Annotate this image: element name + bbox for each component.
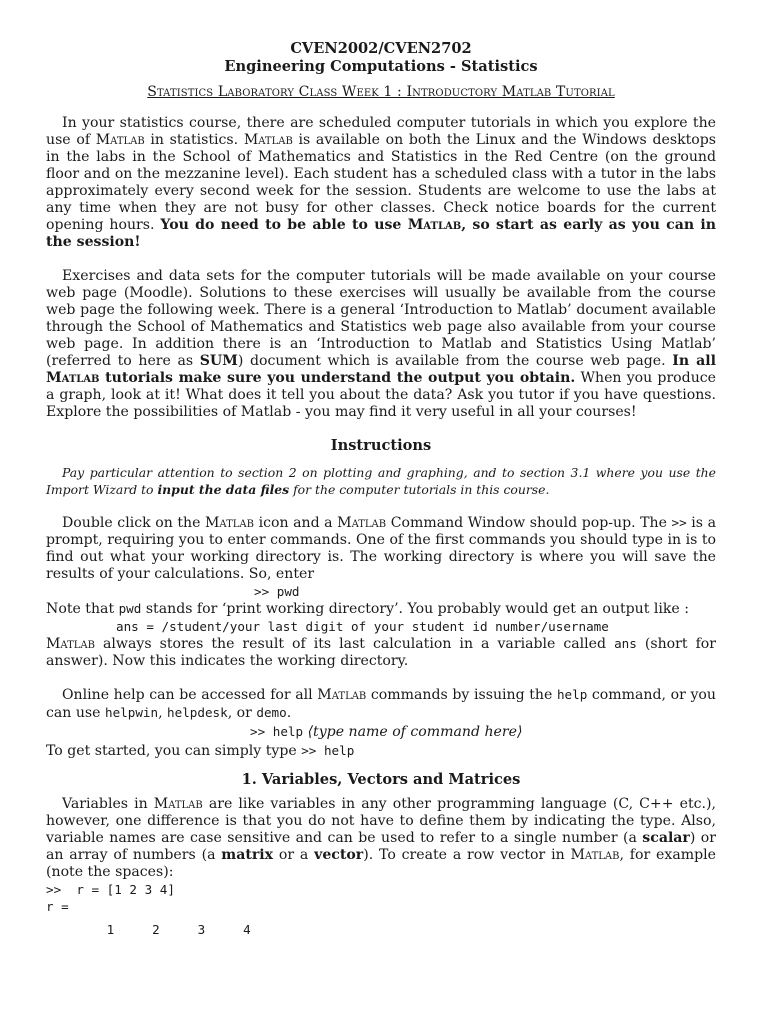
code-row-vector-input: >> r = [1 2 3 4] [46, 882, 175, 897]
course-code: CVEN2002/CVEN2702 [290, 40, 472, 57]
code-output-label: r = [46, 899, 69, 914]
ans-paragraph: Matlab always stores the result of its last calculation in a variable called ans (short for answer). Now this indicates the working directory. [46, 636, 717, 669]
online-help-paragraph: Online help can be accessed for all Matlab commands by issuing the help command, or you can use helpwin, helpdesk, or demo. [46, 687, 716, 721]
code-output-values: 1 2 3 4 [46, 922, 251, 937]
instructions-heading: Instructions [330, 437, 432, 454]
instructions-note: Pay particular attention to section 2 on plotting and graphing, and to section 3.1 where you use the Import Wizard to input the data files for the computer tutorials in this course. [46, 465, 716, 497]
get-started-line: To get started, you can simply type >> help [46, 743, 355, 759]
course-subject: Engineering Computations - Statistics [224, 58, 538, 75]
variables-paragraph: Variables in Matlab are like variables in any other programming language (C, C++ etc.), however, one difference is that you do not have to define them by indicating the type. Also, variable names are case sensitive and can be used to refer to a single number (a scalar) or an array of numbers (a matrix or a vector). To create a row vector in Matlab, for example (note the spaces): [46, 796, 716, 880]
section-1-heading: 1. Variables, Vectors and Matrices [241, 771, 521, 788]
lab-title: Statistics Laboratory Class Week 1 : Introductory Matlab Tutorial [147, 84, 615, 100]
pwd-command: >> pwd [254, 584, 300, 599]
ans-output-line: ans = /student/your last digit of your student id number/username [116, 619, 609, 634]
pwd-note: Note that pwd stands for ‘print working directory’. You probably would get an output like : [46, 601, 689, 617]
command-window-paragraph: Double click on the Matlab icon and a Matlab Command Window should pop-up. The >> is a prompt, requiring you to enter commands. One of the first commands you should type in is to find out what your working directory is. The working directory is where you will save the results of your calculations. So, enter [46, 515, 716, 582]
help-command: >> help ⟨type name of command here⟩ [250, 724, 523, 740]
intro-paragraph: In your statistics course, there are scheduled computer tutorials in which you explore the use of Matlab in statistics. Matlab is available on both the Linux and the Windows desktops in the labs in the School of Mathematics and Statistics in the Red Centre (on the ground floor and on the mezzanine level). Each student has a scheduled class with a tutor in the labs approximately every second week for the session. Students are welcome to use the labs at any time when they are not busy for other classes. Check notice boards for the current opening hours. You do need to be able to use Matlab, so start as early as you can in the session! [46, 115, 717, 250]
exercises-paragraph: Exercises and data sets for the computer tutorials will be made available on your course web page (Moodle). Solutions to these exercises will usually be available from the course web page the following week. There is a general ‘Introduction to Matlab’ document available through the School of Mathematics and Statistics web page also available from your course web page. In addition there is an ‘Introduction to Matlab and Statistics Using Matlab’ (referred to here as SUM) document which is available from the course web page. In all Matlab tutorials make sure you understand the output you obtain. When you produce a graph, look at it! What does it tell you about the data? Ask you tutor if you have questions. Explore the possibilities of Matlab - you may find it very useful in all your courses! [46, 268, 716, 420]
document-page [46, 40, 716, 938]
